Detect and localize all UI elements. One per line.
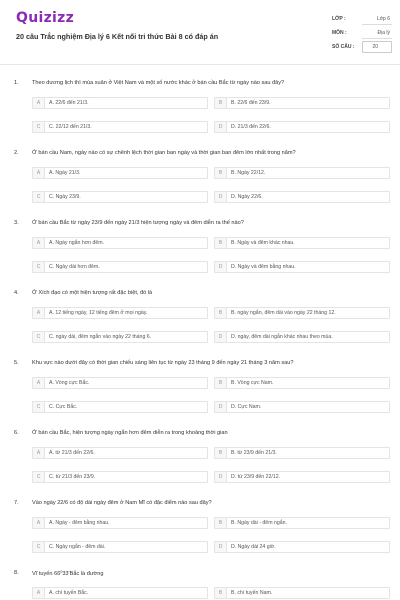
option-d[interactable] <box>214 471 390 483</box>
question-text-part: 33'Bắc là đường <box>62 571 104 577</box>
option-text: C. từ 21/3 đến 23/9. <box>49 474 96 480</box>
option-text: D. Cực Nam. <box>231 404 262 410</box>
option-text: A. chí tuyến Bắc. <box>49 590 89 596</box>
option-letter: C <box>33 542 45 552</box>
option-text: A. Ngày 21/3. <box>49 170 81 176</box>
option-text: C. ngày dài, đêm ngắn vào ngày 22 tháng 6. <box>49 334 152 340</box>
option-d[interactable] <box>214 401 390 413</box>
question-number: 8. <box>14 570 19 576</box>
question-number: 5. <box>14 360 19 366</box>
quizizz-logo: Quizizz <box>16 10 75 26</box>
option-a[interactable] <box>32 517 208 529</box>
option-text: A. Vòng cực Bắc. <box>49 380 90 386</box>
question-text: Ở bán cầu Nam, ngày nào có sự chênh lệch thời gian ban ngày và thời gian ban đêm lớn nhất trong năm? <box>32 150 296 156</box>
question-text: Ở bán cầu Bắc từ ngày 23/9 đến ngày 21/3 hiện tượng ngày và đêm diễn ra thế nào? <box>32 220 244 226</box>
meta-underline <box>362 24 392 25</box>
option-letter: B <box>215 238 227 248</box>
option-letter: C <box>33 472 45 482</box>
option-text: A. 22/6 đến 21/3. <box>49 100 89 106</box>
meta-subject <box>332 26 392 40</box>
option-text: D. từ 23/9 đến 22/12. <box>231 474 281 480</box>
header-divider <box>0 64 400 65</box>
option-letter: D <box>215 332 227 342</box>
option-letter: B <box>215 378 227 388</box>
option-text: A. 12 tiếng ngày, 12 tiếng đêm ở mọi ngày. <box>49 310 148 316</box>
option-letter: C <box>33 262 45 272</box>
option-c[interactable] <box>32 261 208 273</box>
question-number: 7. <box>14 500 19 506</box>
meta-count-value: 20 <box>372 44 378 50</box>
option-letter: A <box>33 168 45 178</box>
option-letter: D <box>215 542 227 552</box>
option-text: B. ngày ngắn, đêm dài vào ngày 22 tháng 12. <box>231 310 336 316</box>
option-text: B. 22/6 đến 23/9. <box>231 100 271 106</box>
option-b[interactable] <box>214 307 390 319</box>
option-letter: B <box>215 98 227 108</box>
degree-superscript: 0 <box>60 570 63 574</box>
option-text: C. Ngày dài hơn đêm. <box>49 264 100 270</box>
option-text: B. Ngày và đêm khác nhau. <box>231 240 295 246</box>
option-a[interactable] <box>32 377 208 389</box>
question-number: 6. <box>14 430 19 436</box>
option-letter: A <box>33 238 45 248</box>
option-letter: D <box>215 472 227 482</box>
option-c[interactable] <box>32 191 208 203</box>
option-letter: B <box>215 518 227 528</box>
meta-class-label: LỚP : <box>332 16 346 22</box>
question-text: Ở Xích đạo có một hiện tượng rất đặc biệt, đó là <box>32 290 153 296</box>
question-text: Khu vực nào dưới đây có thời gian chiếu sáng liên tục từ ngày 23 tháng 9 đến ngày 21 tháng 3 năm sau? <box>32 360 294 366</box>
worksheet-header <box>0 0 400 64</box>
question-text <box>32 570 103 577</box>
option-letter: B <box>215 448 227 458</box>
option-b[interactable] <box>214 97 390 109</box>
option-a[interactable] <box>32 307 208 319</box>
option-letter: D <box>215 262 227 272</box>
option-letter: A <box>33 308 45 318</box>
option-b[interactable] <box>214 377 390 389</box>
option-a[interactable] <box>32 587 208 599</box>
option-c[interactable] <box>32 471 208 483</box>
option-text: A. Ngày - đêm bằng nhau. <box>49 520 110 526</box>
question-number: 4. <box>14 290 19 296</box>
option-b[interactable] <box>214 447 390 459</box>
option-c[interactable] <box>32 541 208 553</box>
option-text: D. Ngày và đêm bằng nhau. <box>231 264 296 270</box>
option-a[interactable] <box>32 167 208 179</box>
option-text: D. Ngày dài 24 giờ. <box>231 544 276 550</box>
option-d[interactable] <box>214 191 390 203</box>
option-letter: A <box>33 98 45 108</box>
option-letter: C <box>33 192 45 202</box>
option-text: D. Ngày 22/6. <box>231 194 263 200</box>
option-d[interactable] <box>214 261 390 273</box>
question-text-part: Vĩ tuyến 66 <box>32 571 61 577</box>
option-text: A. Ngày ngắn hơn đêm. <box>49 240 105 246</box>
option-letter: A <box>33 588 45 598</box>
option-a[interactable] <box>32 97 208 109</box>
meta-class-value: Lớp 6 <box>376 16 390 22</box>
option-text: D. ngày, đêm dài ngắn khác nhau theo mùa. <box>231 334 333 340</box>
option-a[interactable] <box>32 447 208 459</box>
option-text: B. Ngày 22/12. <box>231 170 266 176</box>
question-number: 2. <box>14 150 19 156</box>
option-text: B. Ngày dài - đêm ngắn. <box>231 520 287 526</box>
option-text: C. Ngày ngắn - đêm dài. <box>49 544 106 550</box>
option-c[interactable] <box>32 331 208 343</box>
option-text: A. từ 21/3 đến 22/6. <box>49 450 95 456</box>
question-text: Vào ngày 22/6 có độ dài ngày đêm ở Nam Mĩ có đặc điểm nào sau đây? <box>32 500 212 506</box>
meta-count-label: SỐ CÂU : <box>332 44 355 50</box>
option-text: D. 21/3 đến 22/6. <box>231 124 271 130</box>
option-letter: A <box>33 378 45 388</box>
option-b[interactable] <box>214 167 390 179</box>
meta-subject-value: Địa lý <box>377 30 390 36</box>
option-letter: C <box>33 122 45 132</box>
option-b[interactable] <box>214 587 390 599</box>
worksheet-meta <box>332 12 392 54</box>
option-d[interactable] <box>214 121 390 133</box>
option-text: B. Vòng cực Nam. <box>231 380 274 386</box>
option-letter: D <box>215 122 227 132</box>
option-d[interactable] <box>214 331 390 343</box>
option-letter: C <box>33 332 45 342</box>
meta-subject-label: MÔN : <box>332 30 347 36</box>
option-a[interactable] <box>32 237 208 249</box>
meta-count <box>332 40 392 54</box>
option-text: C. Cực Bắc. <box>49 404 78 410</box>
option-letter: B <box>215 168 227 178</box>
question-number: 3. <box>14 220 19 226</box>
option-letter: A <box>33 518 45 528</box>
option-text: C. 22/12 đến 21/3. <box>49 124 92 130</box>
option-c[interactable] <box>32 121 208 133</box>
option-text: B. từ 23/9 đến 21/3. <box>231 450 277 456</box>
option-letter: B <box>215 308 227 318</box>
question-number: 1. <box>14 80 19 86</box>
question-text: Theo dương lịch thì mùa xuân ở Việt Nam và một số nước khác ở bán cầu Bắc từ ngày nào sau đây? <box>32 80 285 86</box>
option-b[interactable] <box>214 237 390 249</box>
question-text: Ở bán cầu Bắc, hiện tượng ngày ngắn hơn đêm diễn ra trong khoảng thời gian <box>32 430 228 436</box>
meta-class <box>332 12 392 26</box>
option-letter: D <box>215 402 227 412</box>
option-c[interactable] <box>32 401 208 413</box>
option-b[interactable] <box>214 517 390 529</box>
option-d[interactable] <box>214 541 390 553</box>
option-letter: B <box>215 588 227 598</box>
option-letter: A <box>33 448 45 458</box>
option-text: B. chí tuyến Nam. <box>231 590 273 596</box>
page-title: 20 câu Trắc nghiệm Địa lý 6 Kết nối tri thức Bài 8 có đáp án <box>16 32 219 41</box>
option-text: C. Ngày 23/9. <box>49 194 81 200</box>
option-letter: D <box>215 192 227 202</box>
meta-underline <box>362 38 392 39</box>
option-letter: C <box>33 402 45 412</box>
